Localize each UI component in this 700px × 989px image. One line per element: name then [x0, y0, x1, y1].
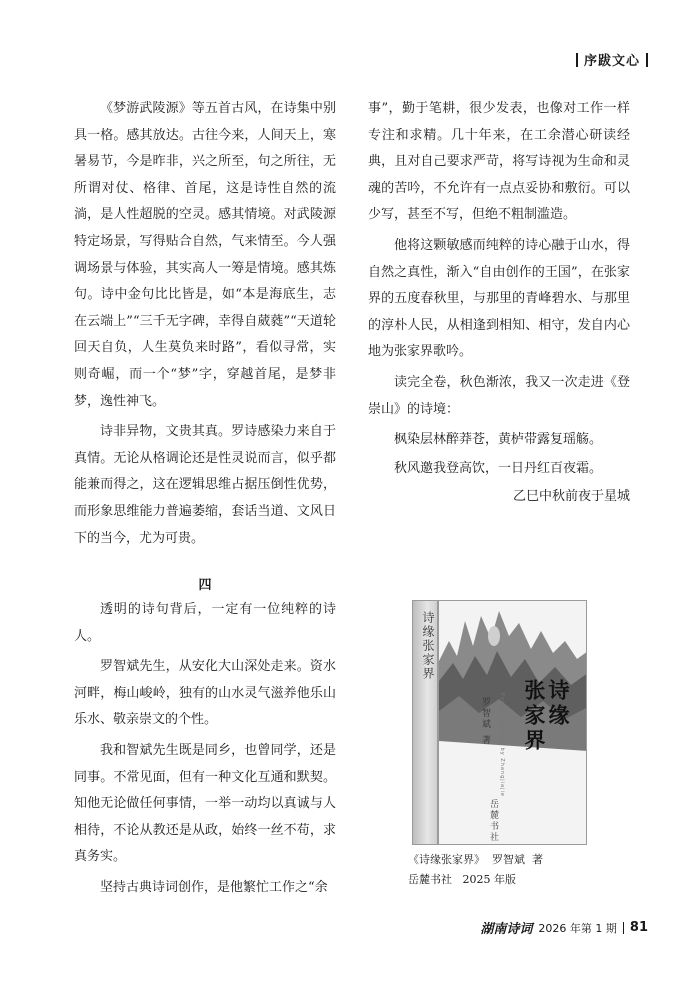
- divider: [623, 922, 624, 934]
- paragraph: 《梦游武陵源》等五首古风，在诗集中别具一格。感其放达。古往今来，人间天上，寒暑易节，今是昨非，兴之所至，句之所往，无所谓对仗、格律、首尾，这是诗性自然的流淌，是人性超脱的空灵。感其情境。对武陵源特定场景，写得贴合自然，气来情至。今人强调场景与体验，其实高人一筹是情境。感其炼句。诗中金句比比皆是，如“本是海底生，志在云端上”“三千无字碑，幸得自葳蕤”“天道轮回天自负，人生莫负来时路”，看似寻常，实则奇崛，而一个“梦”字，穿越首尾，是梦非梦，逸性神飞。: [74, 101, 336, 409]
- caption-line: 《诗缘张家界》 罗智斌 著: [408, 853, 543, 866]
- right-column: [368, 96, 630, 515]
- page-footer: [480, 918, 648, 937]
- caption-line: 岳麓书社 2025 年版: [408, 873, 516, 886]
- image-caption: [408, 850, 608, 890]
- book-author: 罗智斌 著: [480, 697, 490, 746]
- journal-name: 湖南诗词: [480, 922, 533, 937]
- book-publisher: 岳麓书社: [488, 799, 498, 843]
- section-tag: [576, 50, 648, 69]
- book-spine: 诗缘张家界: [412, 600, 438, 845]
- book-subtitle: Poems inspired by Zhangjiajie: [499, 693, 505, 797]
- left-column-section-four: [74, 597, 336, 906]
- section-heading: 四: [198, 578, 212, 593]
- poem-line: 枫染层林醉莽苍，黄栌带露复瑶觞。: [394, 432, 603, 448]
- book-title: 诗缘 张家界: [521, 679, 571, 754]
- signature: 乙巳中秋前夜于星城: [512, 489, 630, 505]
- book-front: [438, 600, 587, 845]
- section-tag-label: 序跋文心: [583, 54, 640, 69]
- paragraph: 透明的诗句背后，一定有一位纯粹的诗人。: [74, 602, 336, 644]
- issue-label: 2026 年第 1 期: [538, 921, 617, 935]
- paragraph: 事”，勤于笔耕，很少发表，也像对工作一样专注和求精。几十年来，在工余潜心研读经典，且对自己要求严苛，将写诗视为生命和灵魂的苦吟，不允许有一点点妥协和敷衍。可以少写，甚至不写，但绝不粗制滥造。: [368, 101, 630, 223]
- paragraph: 他将这颗敏感而纯粹的诗心融于山水，得自然之真性，渐入“自由创作的王国”，在张家界的五度春秋里，与那里的青峰碧水、与那里的淳朴人民，从相逢到相知、相守，发自内心地为张家界歌吟。: [368, 237, 630, 360]
- divider: [576, 53, 578, 67]
- divider: [646, 53, 648, 67]
- paragraph: 坚持古典诗词创作，是他繁忙工作之“余: [100, 879, 328, 895]
- paragraph: 罗智斌先生，从安化大山深处走来。资水河畔，梅山峻岭，独有的山水灵气滋养他乐山乐水、敬亲崇文的个性。: [74, 659, 336, 728]
- page-number: 81: [629, 920, 648, 935]
- paragraph: 我和智斌先生既是同乡，也曾同学，还是同事。不常见面，但有一种文化互通和默契。知他无论做任何事情，一举一动均以真诚与人相待，不论从教还是从政，始终一丝不苟，求真务实。: [74, 742, 336, 865]
- paragraph: 读完全卷，秋色渐浓，我又一次走进《登崇山》的诗境：: [368, 374, 630, 417]
- book-cover-image: [412, 600, 587, 845]
- poem-line: 秋风邀我登高饮，一日丹红百夜霜。: [394, 460, 603, 476]
- paragraph: 诗非异物，文贵其真。罗诗感染力来自于真情。无论从格调论还是性灵说而言，似乎都能兼而得之，这在逻辑思维占据压倒性优势，而形象思维能力普遍萎缩，套话当道、文风日下的当今，尤为可贵。: [74, 424, 336, 546]
- left-column-top: [74, 96, 336, 556]
